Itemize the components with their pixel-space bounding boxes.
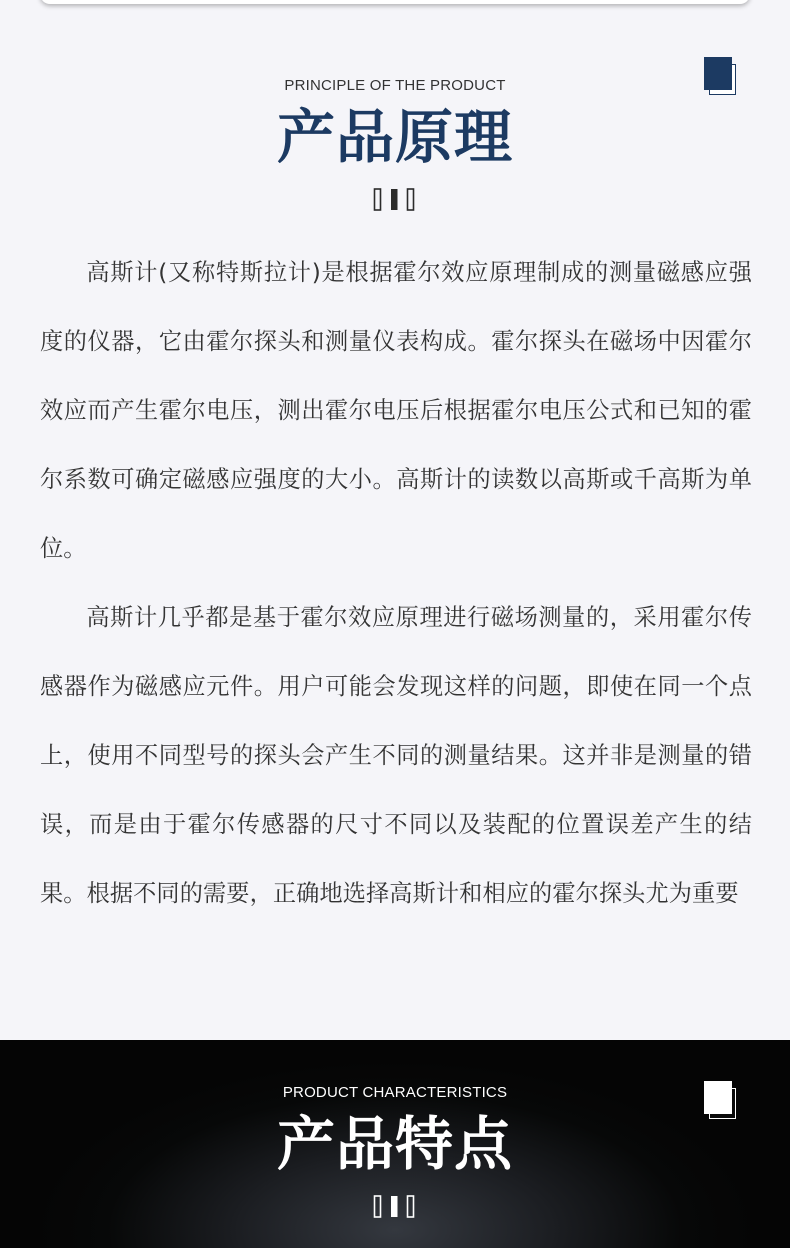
features-section bbox=[0, 1040, 790, 1248]
features-en-title: PRODUCT CHARACTERISTICS bbox=[282, 1084, 508, 1101]
principle-cn-title: 产品原理 bbox=[276, 103, 513, 171]
title-mark-icon bbox=[372, 1194, 418, 1220]
principle-paragraph-2: 高斯计几乎都是基于霍尔效应原理进行磁场测量的，采用霍尔传感器作为磁感应元件。用户可能会发现这样的问题，即使在同一个点上，使用不同型号的探头会产生不同的测量结果。这并非是测量的错误，而是由于霍尔传感器的尺寸不同以及装配的位置误差产生的结果。根据不同的需要，正确地选择高斯计和相应的霍尔探头尤为重要 bbox=[40, 604, 752, 907]
principle-paragraph-1: 高斯计(又称特斯拉计)是根据霍尔效应原理制成的测量磁感应强度的仪器，它由霍尔探头和测量仪表构成。霍尔探头在磁场中因霍尔效应而产生霍尔电压，测出霍尔电压后根据霍尔电压公式和已知的霍尔系数可确定磁感应强度的大小。高斯计的读数以高斯或千高斯为单位。 bbox=[40, 259, 752, 562]
features-cn-title: 产品特点 bbox=[276, 1110, 513, 1178]
square-decoration-icon bbox=[704, 57, 738, 95]
principle-en-title: PRINCIPLE OF THE PRODUCT bbox=[284, 77, 506, 94]
title-mark-icon bbox=[372, 187, 418, 213]
square-decoration-icon bbox=[704, 1081, 738, 1119]
